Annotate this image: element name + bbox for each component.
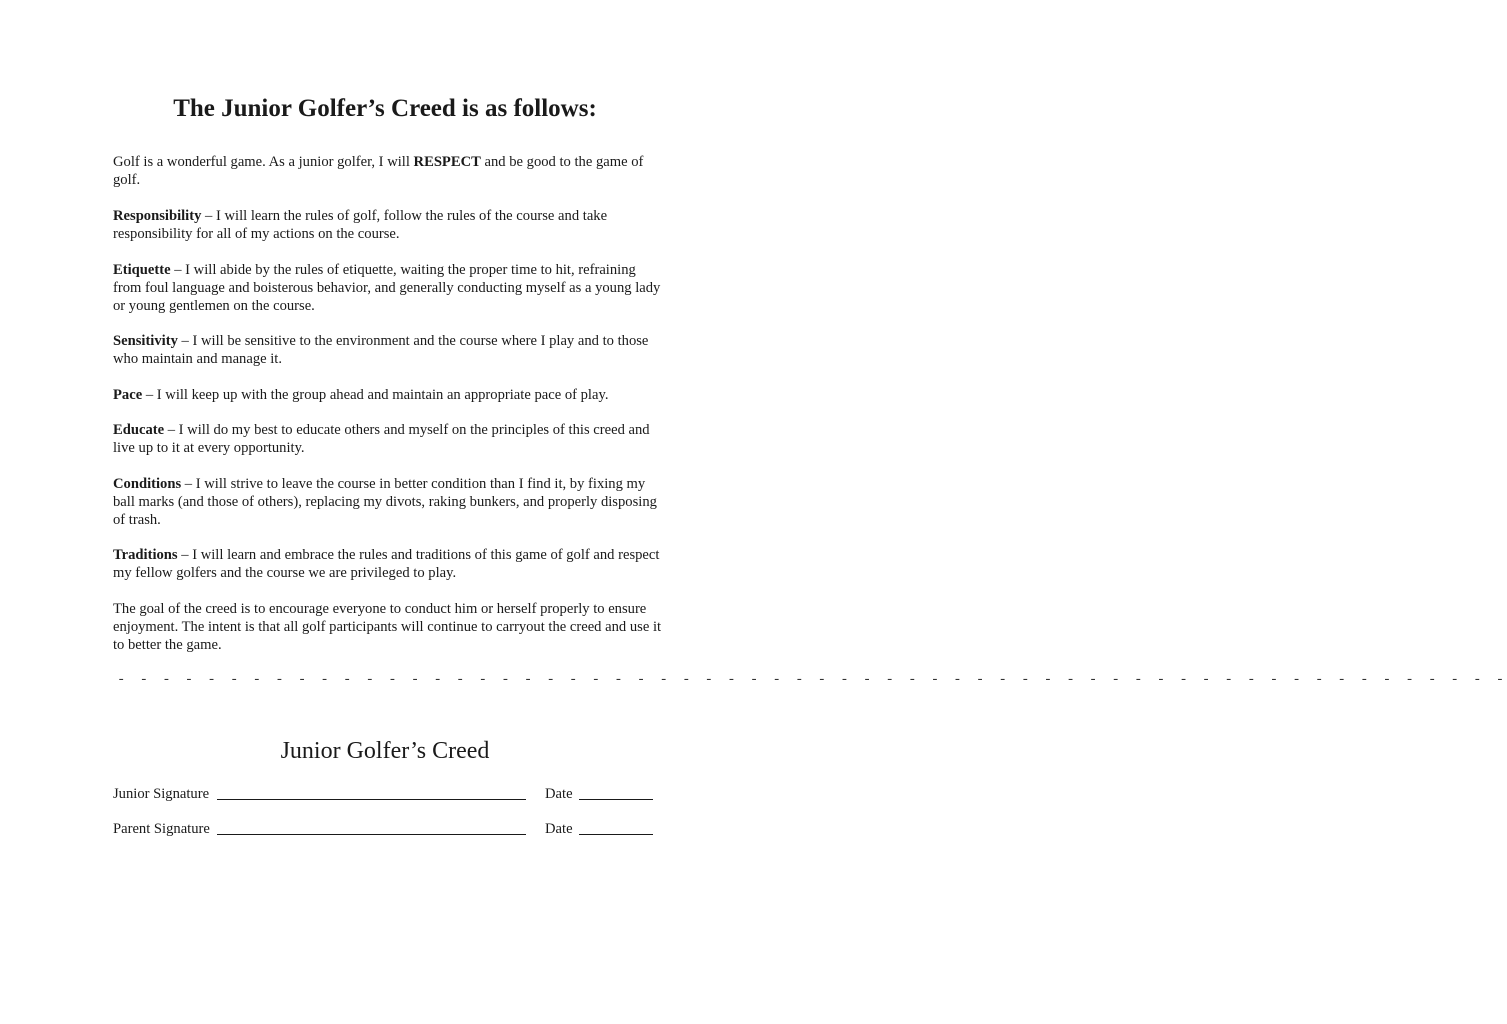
junior-signature-field[interactable] (217, 799, 526, 800)
principle-term: Responsibility (113, 208, 202, 224)
principle-conditions (113, 475, 665, 529)
principle-text: – I will keep up with the group ahead and maintain an appropriate pace of play. (142, 387, 609, 403)
principle-term: Pace (113, 387, 143, 403)
principle-text: – I will learn the rules of golf, follow the rules of the course and take responsibility for all of my actions on the course. (113, 208, 608, 242)
principle-traditions (113, 546, 665, 582)
cut-line-divider: - - - - - - - - - - - - - - - - - - - - - - - - - - - - - - - - - - - - - - - - - - - - - - - - - - - - - - - - - - - - - - (117, 672, 1507, 688)
principle-text: – I will do my best to educate others and myself on the principles of this creed and live up to it at every opportunity. (113, 422, 650, 456)
junior-date-label: Date (545, 786, 573, 802)
closing-paragraph: The goal of the creed is to encourage everyone to conduct him or herself properly to ensure enjoyment. The intent is that all golf participants will continue to carryout the creed and use it to better the game. (113, 601, 662, 653)
principle-etiquette (113, 261, 665, 315)
principle-term: Etiquette (113, 262, 171, 278)
parent-signature-row (113, 819, 658, 839)
junior-signature-label: Junior Signature (113, 786, 210, 802)
principle-term: Conditions (113, 476, 182, 492)
parent-signature-label: Parent Signature (113, 821, 210, 837)
principle-term: Sensitivity (113, 333, 178, 349)
principle-text: – I will learn and embrace the rules and traditions of this game of golf and respect my fellow golfers and the course we are privileged to play. (113, 547, 660, 581)
principle-pace (113, 386, 665, 404)
principle-text: – I will abide by the rules of etiquette, waiting the proper time to hit, refraining from foul language and boisterous behavior, and generally conducting myself as a young lady or young gentlemen on the course. (113, 262, 661, 314)
junior-signature-row (113, 784, 658, 804)
intro-text-after: and be good to the game of golf. (113, 154, 644, 188)
principle-text: – I will be sensitive to the environment and the course where I play and to those who maintain and manage it. (113, 333, 649, 367)
principle-sensitivity (113, 332, 665, 368)
respect-emphasis: RESPECT (413, 154, 481, 170)
intro-paragraph (113, 153, 665, 189)
intro-text-before: Golf is a wonderful game. As a junior golfer, I will (113, 154, 414, 170)
parent-signature-field[interactable] (217, 834, 526, 835)
parent-date-label: Date (545, 821, 573, 837)
principle-responsibility (113, 207, 665, 243)
form-title: Junior Golfer’s Creed (280, 738, 490, 764)
principle-text: – I will strive to leave the course in better condition than I find it, by fixing my ball marks (and those of others), replacing my divots, raking bunkers, and properly disposing of trash. (113, 476, 657, 528)
principle-term: Educate (113, 422, 165, 438)
principle-educate (113, 421, 665, 457)
page-title: The Junior Golfer’s Creed is as follows: (173, 95, 597, 122)
principle-term: Traditions (113, 547, 178, 563)
junior-date-field[interactable] (579, 799, 653, 800)
parent-date-field[interactable] (579, 834, 653, 835)
